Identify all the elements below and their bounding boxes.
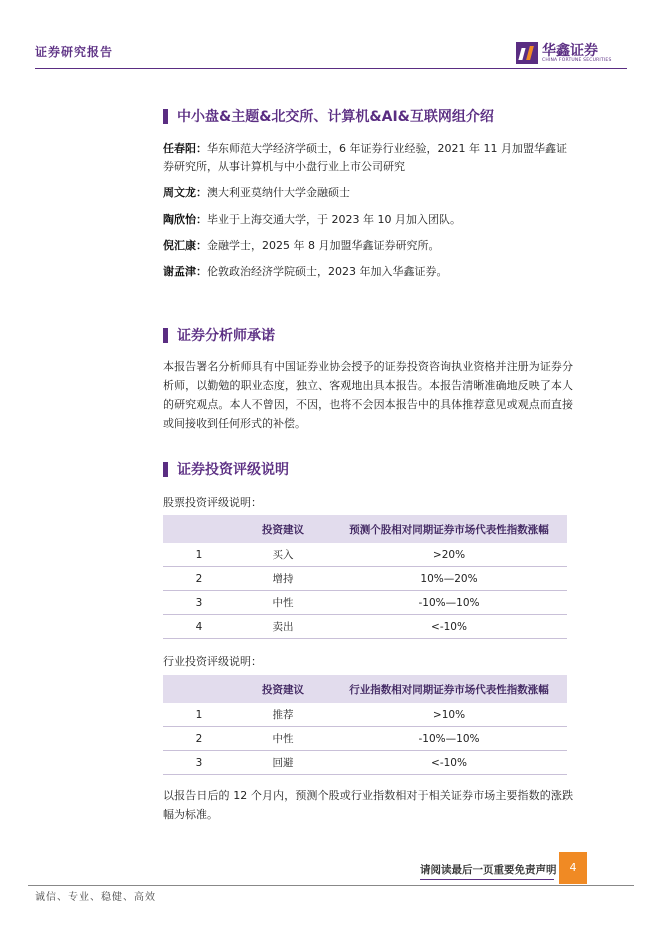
table-cell: 3 xyxy=(163,751,235,775)
table-header: 预测个股相对同期证券市场代表性指数涨幅 xyxy=(331,515,567,543)
logo-mark-icon xyxy=(516,42,538,64)
table-cell: <-10% xyxy=(331,615,567,639)
table-cell: 回避 xyxy=(235,751,331,775)
company-logo xyxy=(516,40,636,68)
table-cell: 中性 xyxy=(235,727,331,751)
table-cell: 买入 xyxy=(235,543,331,567)
team-intro-heading: 中小盘&主题&北交所、计算机&AI&互联网组介绍 xyxy=(177,109,494,125)
analyst-bio xyxy=(163,140,573,176)
table-cell: >10% xyxy=(331,703,567,727)
analyst-desc: 华东师范大学经济学硕士，6 年证券行业经验，2021 年 11 月加盟华鑫证券研究所，从事计算机与中小盘行业上市公司研究 xyxy=(163,142,567,173)
table-row xyxy=(163,727,567,751)
analyst-name: 倪汇康： xyxy=(163,239,207,252)
company-slogan: 诚信、专业、稳健、高效 xyxy=(35,892,156,903)
stock-rating-table xyxy=(163,515,567,639)
stock-rating-label: 股票投资评级说明： xyxy=(163,496,262,509)
table-header xyxy=(163,515,235,543)
table-header: 投资建议 xyxy=(235,675,331,703)
logo-name: 华鑫证券 xyxy=(542,43,598,59)
header-divider xyxy=(35,68,627,69)
table-header-row xyxy=(163,515,567,543)
table-cell: 3 xyxy=(163,591,235,615)
table-cell: 1 xyxy=(163,543,235,567)
table-cell: 推荐 xyxy=(235,703,331,727)
analyst-desc: 伦敦政治经济学院硕士，2023 年加入华鑫证券。 xyxy=(207,265,448,278)
industry-rating-label: 行业投资评级说明： xyxy=(163,655,262,668)
rating-footnote: 以报告日后的 12 个月内，预测个股或行业指数相对于相关证券市场主要指数的涨跌幅为标准。 xyxy=(163,789,573,821)
table-header: 投资建议 xyxy=(235,515,331,543)
analyst-bio xyxy=(163,211,573,229)
analyst-bio xyxy=(163,184,573,202)
footer-divider xyxy=(28,885,634,886)
table-row xyxy=(163,591,567,615)
section-marker-icon xyxy=(163,328,168,343)
disclaimer-notice: 请阅读最后一页重要免责声明 xyxy=(420,864,557,876)
analyst-commitment-heading: 证券分析师承诺 xyxy=(177,328,275,344)
analyst-name: 周文龙： xyxy=(163,186,207,199)
logo-english-name: CHINA FORTUNE SECURITIES xyxy=(542,58,612,63)
section-marker-icon xyxy=(163,109,168,124)
table-cell: 卖出 xyxy=(235,615,331,639)
table-cell: 10%—20% xyxy=(331,567,567,591)
analyst-name: 任春阳： xyxy=(163,142,207,155)
table-cell: 2 xyxy=(163,567,235,591)
table-header: 行业指数相对同期证券市场代表性指数涨幅 xyxy=(331,675,567,703)
analyst-bio xyxy=(163,263,573,281)
analyst-bio xyxy=(163,237,573,255)
table-row xyxy=(163,543,567,567)
analyst-desc: 金融学士，2025 年 8 月加盟华鑫证券研究所。 xyxy=(207,239,440,252)
analyst-name: 陶欣怡： xyxy=(163,213,207,226)
table-row xyxy=(163,615,567,639)
table-cell: 增持 xyxy=(235,567,331,591)
industry-rating-table xyxy=(163,675,567,775)
analyst-desc: 毕业于上海交通大学，于 2023 年 10 月加入团队。 xyxy=(207,213,461,226)
table-row xyxy=(163,751,567,775)
section-marker-icon xyxy=(163,462,168,477)
table-header-row xyxy=(163,675,567,703)
analyst-name: 谢孟津： xyxy=(163,265,207,278)
table-cell: 4 xyxy=(163,615,235,639)
page-number: 4 xyxy=(559,852,587,884)
table-cell: <-10% xyxy=(331,751,567,775)
disclaimer-underline xyxy=(420,879,554,880)
table-cell: -10%—10% xyxy=(331,591,567,615)
analyst-commitment-text: 本报告署名分析师具有中国证券业协会授予的证券投资咨询执业资格并注册为证券分析师，以勤勉的职业态度，独立、客观地出具本报告。本报告清晰准确地反映了本人的研究观点。本人不曾因，不因，也将不会因本报告中的具体推荐意见或观点而直接或间接收到任何形式的补偿。 xyxy=(163,360,573,430)
table-row xyxy=(163,703,567,727)
report-type-label: 证券研究报告 xyxy=(35,45,114,59)
table-cell: >20% xyxy=(331,543,567,567)
analyst-desc: 澳大利亚莫纳什大学金融硕士 xyxy=(207,186,350,199)
table-cell: 中性 xyxy=(235,591,331,615)
table-cell: -10%—10% xyxy=(331,727,567,751)
table-cell: 2 xyxy=(163,727,235,751)
table-header xyxy=(163,675,235,703)
table-cell: 1 xyxy=(163,703,235,727)
rating-heading: 证券投资评级说明 xyxy=(177,462,289,478)
table-row xyxy=(163,567,567,591)
